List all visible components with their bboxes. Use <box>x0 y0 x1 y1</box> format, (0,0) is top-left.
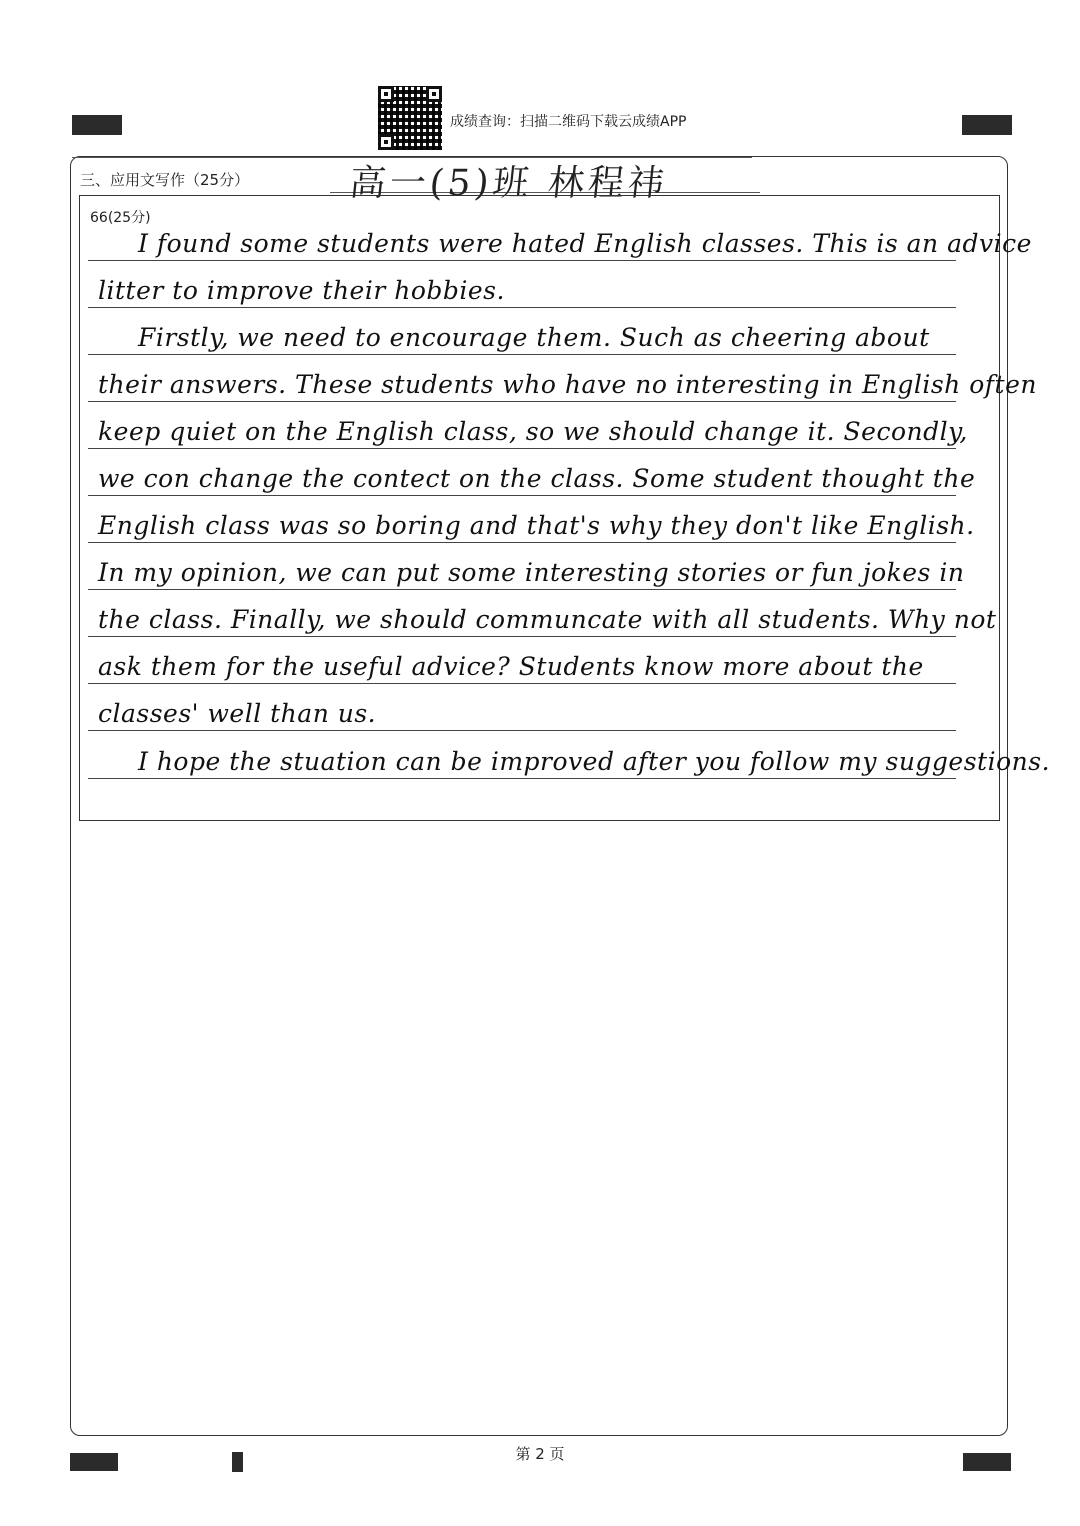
essay-line <box>88 402 968 449</box>
qr-code <box>378 86 442 150</box>
essay-line-text: In my opinion, we can put some interesting stories or fun jokes in <box>98 558 965 587</box>
essay-line-text: the class. Finally, we should communcate with all students. Why not <box>98 605 997 634</box>
essay-line-text: we con change the contect on the class. Some student thought the <box>98 464 976 493</box>
essay-line-text: English class was so boring and that's why they don't like English. <box>98 511 975 540</box>
essay-line-text: ask them for the useful advice? Students know more about the <box>98 652 924 681</box>
essay-line <box>88 355 1037 402</box>
page-number: 第 2 页 <box>515 1445 565 1463</box>
essay-line-text: I found some students were hated English classes. This is an advice <box>138 229 1032 258</box>
essay-line <box>88 732 1051 779</box>
qr-caption: 成绩查询：扫描二维码下载云成绩APP <box>450 114 687 130</box>
essay-line <box>88 496 975 543</box>
essay-line-text: classes' well than us. <box>98 699 377 728</box>
essay-line-rule <box>88 778 956 779</box>
registration-marker-top-right <box>962 115 1012 135</box>
registration-marker-top-left <box>72 115 122 135</box>
question-number: 66(25分) <box>90 210 151 226</box>
essay-line-rule <box>88 730 956 731</box>
essay-line <box>88 684 956 731</box>
essay-line <box>88 590 997 637</box>
essay-line <box>88 449 976 496</box>
essay-line-text: I hope the stuation can be improved after you follow my suggestions. <box>138 747 1051 776</box>
essay-line <box>88 543 965 590</box>
section-title: 三、应用文写作（25分） <box>80 171 250 189</box>
essay-line <box>88 308 956 355</box>
essay-line <box>88 637 956 684</box>
essay-line <box>88 214 1032 261</box>
essay-line-text: litter to improve their hobbies. <box>98 276 505 305</box>
essay-line-text: Firstly, we need to encourage them. Such as cheering about <box>138 323 930 352</box>
essay-line-text: their answers. These students who have no interesting in English often <box>98 370 1037 399</box>
essay-line-text: keep quiet on the English class, so we should change it. Secondly, <box>98 417 968 446</box>
essay-line <box>88 261 956 308</box>
student-name: 高一(5)班 林程祎 <box>347 163 671 204</box>
